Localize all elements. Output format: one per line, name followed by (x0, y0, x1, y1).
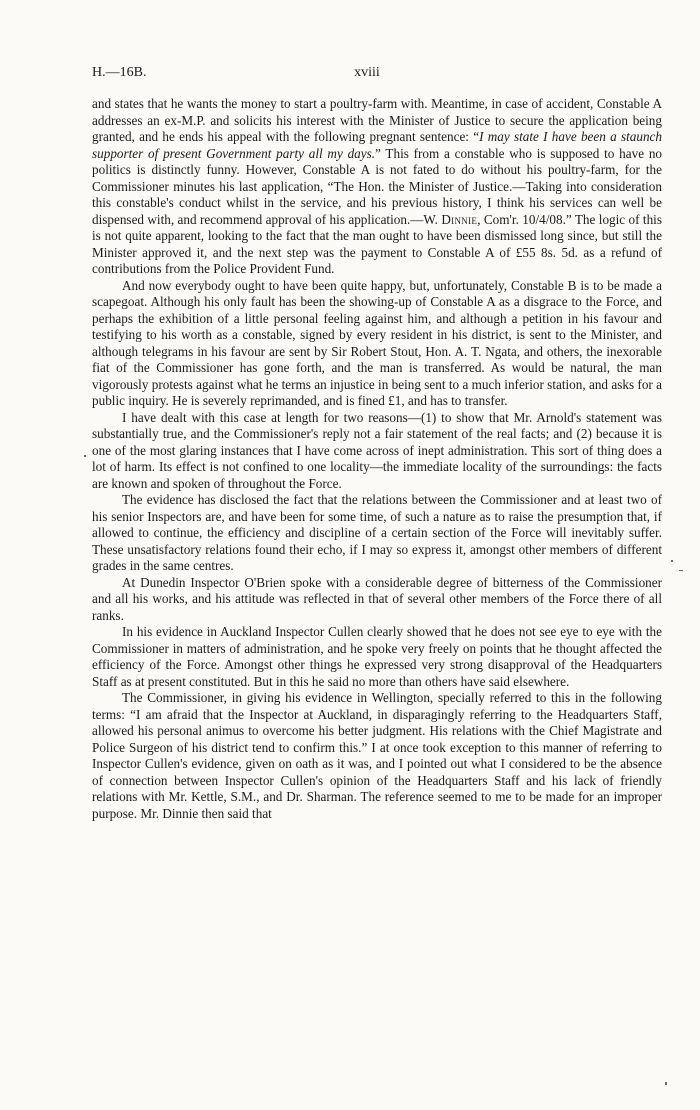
paragraph-text: In his evidence in Auckland Inspector Cullen clearly showed that he does not see eye to eye with the Commissioner in matters of administration, and he spoke very freely on points that he thought affected the efficiency of the Force. Amongst other things he expressed very strong disapproval of the Headquarters Staff as at present constituted. But in this he said no more than others have said elsewhere. (92, 624, 662, 689)
paragraph (92, 575, 662, 625)
paragraph-text: and states that he wants the money to start a poultry-farm with. Meantime, in case of accident, Constable A addresses an ex-M.P. and solicits his interest with the Minister of Justice to secure the application being granted, and he ends his appeal with the following pregnant sentence: “ (92, 96, 662, 144)
paragraph (92, 690, 662, 822)
report-code: H.—16B. (92, 65, 147, 80)
scan-speck (665, 1082, 667, 1085)
paragraph (92, 624, 662, 690)
scan-speck (679, 570, 683, 571)
paragraph-text: And now everybody ought to have been quite happy, but, unfortunately, Constable B is to be made a scapegoat. Although his only fault has been the showing-up of Constable A as a disgrace to the Force, and perhaps the exhibition of a little personal feeling against him, and although a petition in his favour and testifying to his worth as a constable, signed by every resident in his district, is sent to the Minister, and although telegrams in his favour are sent by Sir Robert Stout, Hon. A. T. Ngata, and others, the inexorable fiat of the Commissioner has gone forth, and the man is transferred. As would be natural, the man vigorously protests against what he terms an injustice in being sent to a much inferior station, and asks for a public inquiry. He is severely reprimanded, and is fined £1, and has to transfer. (92, 277, 662, 408)
paragraph (92, 492, 662, 575)
scan-speck (671, 560, 673, 562)
paragraph (92, 278, 662, 410)
paragraph-text: At Dunedin Inspector O'Brien spoke with a considerable degree of bitterness of the Commissioner and all his works, and his attitude was reflected in that of several other members of the Force there of all ranks. (92, 574, 662, 623)
page-number: xviii (354, 65, 380, 80)
paragraph-text: ” This from a constable who is supposed to have no politics is distinctly funny. However, Constable A is not fated to do without his poultry-farm, for the Commissioner minutes his last application, “The Hon. the Minister of Justice.—Taking into consideration this constable's conduct whilst in the service, and his previous history, I think his services can well be dispensed with, and recommend approval of his application.—W. (92, 145, 663, 227)
paragraph-text: I have dealt with this case at length for two reasons—(1) to show that Mr. Arnold's statement was substantially true, and the Commissioner's reply not a fair statement of the real facts; and (2) because it is one of the most glaring instances that I have come across of inept administration. This sort of thing does a lot of harm. Its effect is not confined to one locality—the immediate locality of the surroundings: the facts are known and spoken of throughout the Force. (92, 409, 662, 491)
paragraph-text: , Com'r. 10/4/08.” The logic of this is not quite apparent, looking to the fact that the man ought to have been dismissed long since, but still the Minister approved it, and the next step was the payment to Constable A of £55 8s. 5d. as a refund of contributions from the Police Provident Fund. (92, 211, 662, 276)
scan-speck (84, 455, 86, 457)
paragraph (92, 410, 662, 493)
quoted-italic-text: I may state I have been a staunch supporter of present Government party all my days. (92, 129, 662, 161)
paragraph (92, 96, 662, 278)
signature-name: Dinnie (441, 211, 478, 227)
page-header (92, 65, 662, 85)
report-body (92, 96, 662, 822)
paragraph-text: The Commissioner, in giving his evidence in Wellington, specially referred to this in the following terms: “I am afraid that the Inspector at Auckland, in disparagingly referring to the Headquarters Staff, allowed his personal animus to overcome his better judgment. His relations with the Chief Magistrate and Police Surgeon of his district tend to confirm this.” I at once took exception to this manner of referring to Inspector Cullen's evidence, given on oath as it was, and I pointed out what I considered to be the absence of connection between Inspector Cullen's opinion of the Headquarters Staff and his lack of friendly relations with Mr. Kettle, S.M., and Dr. Sharman. The reference seemed to me to be made for an improper purpose. Mr. Dinnie then said that (92, 690, 662, 821)
paragraph-text: The evidence has disclosed the fact that the relations between the Commissioner and at least two of his senior Inspectors are, and have been for some time, of such a nature as to raise the presumption that, if allowed to continue, the efficiency and discipline of a certain section of the Force will inevitably suffer. These unsatisfactory relations found their echo, if I may so express it, amongst other members of different grades in the same centres. (92, 492, 662, 573)
